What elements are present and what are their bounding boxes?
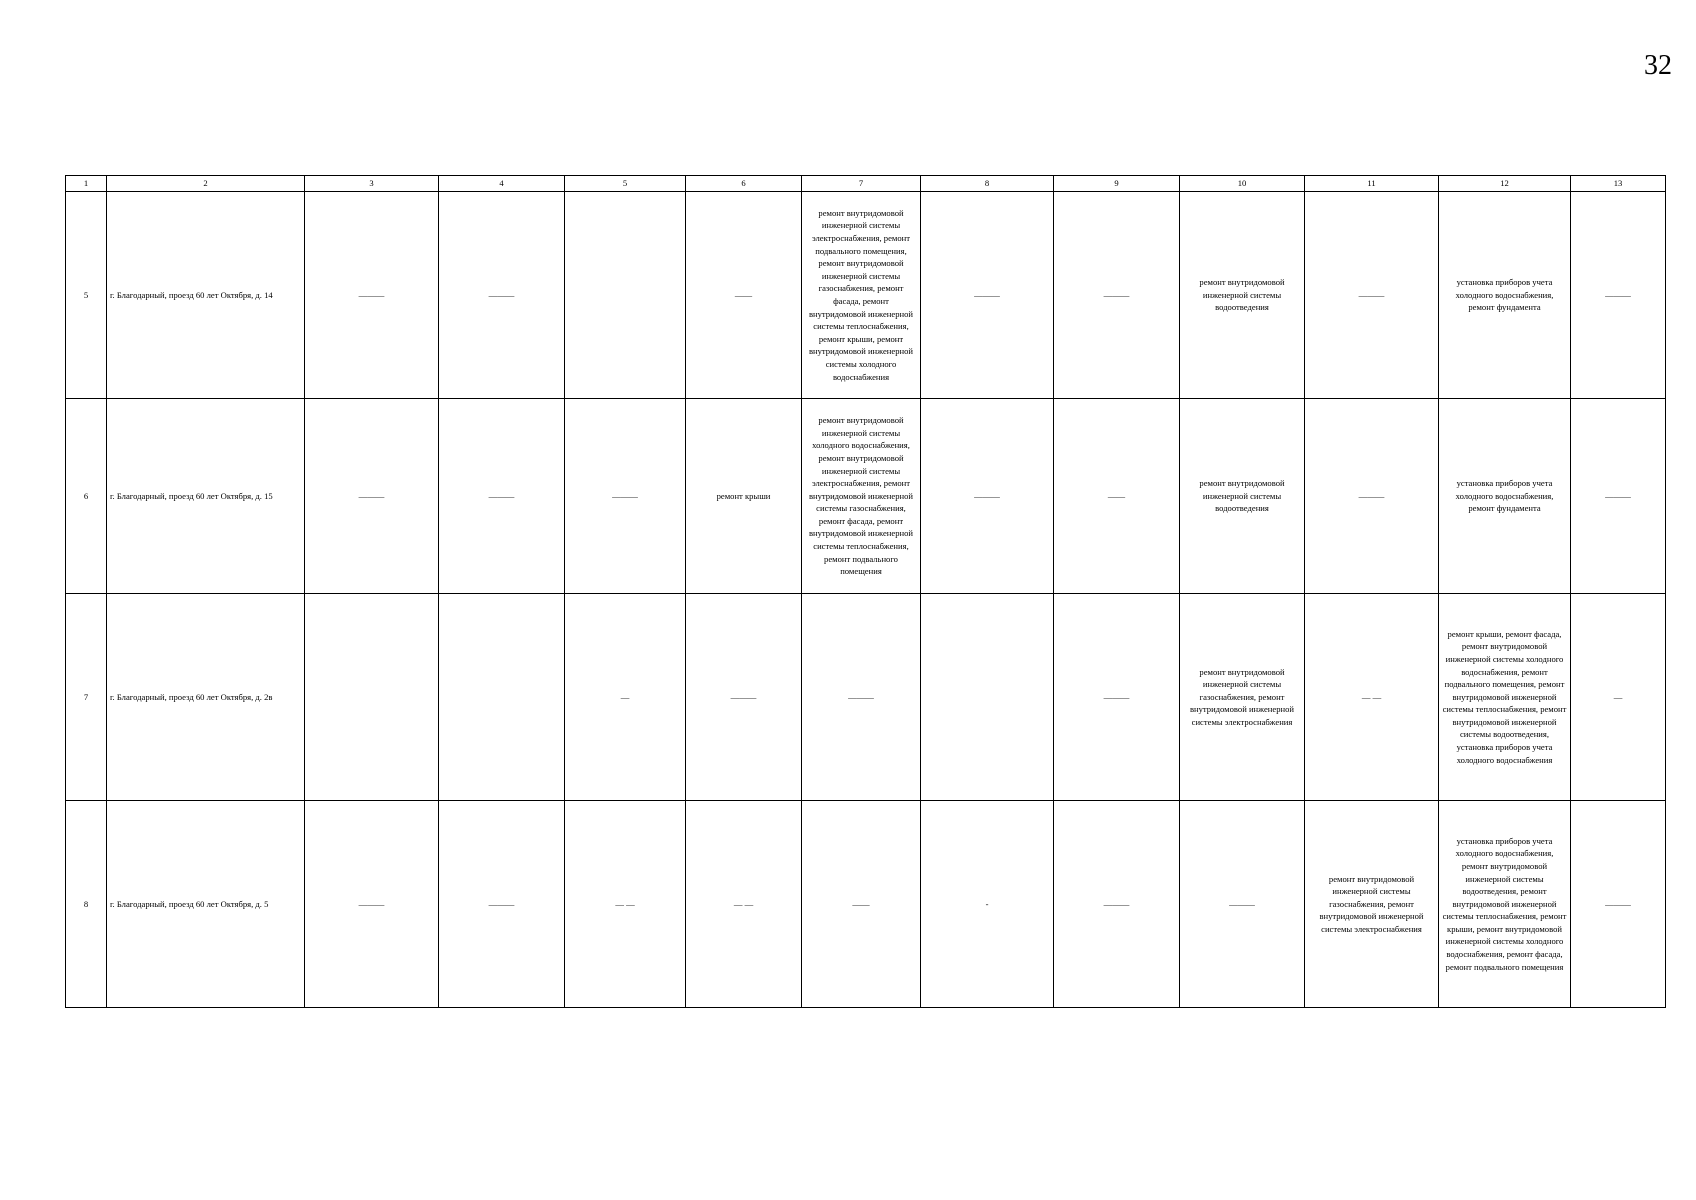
address-cell: г. Благодарный, проезд 60 лет Октября, д. 5 bbox=[107, 801, 305, 1008]
table-cell: ——— bbox=[1180, 801, 1305, 1008]
table-cell: ——— bbox=[439, 399, 565, 594]
table-cell: — — bbox=[565, 801, 686, 1008]
table-cell: ——— bbox=[305, 399, 439, 594]
table-cell: установка приборов учета холодного водоснабжения, ремонт фундамента bbox=[1439, 192, 1571, 399]
table-cell: —— bbox=[802, 801, 921, 1008]
table-cell bbox=[439, 594, 565, 801]
table-cell: ремонт внутридомовой инженерной системы водоотведения bbox=[1180, 399, 1305, 594]
column-header: 12 bbox=[1439, 176, 1571, 192]
table-cell: — bbox=[1571, 594, 1666, 801]
table-cell: ремонт внутридомовой инженерной системы газоснабжения, ремонт внутридомовой инженерной системы электроснабжения bbox=[1305, 801, 1439, 1008]
column-header: 9 bbox=[1054, 176, 1180, 192]
table-cell: ——— bbox=[1571, 801, 1666, 1008]
column-number-row bbox=[66, 176, 1666, 192]
column-header: 1 bbox=[66, 176, 107, 192]
repair-schedule-table bbox=[65, 175, 1666, 1008]
column-header: 2 bbox=[107, 176, 305, 192]
table-cell bbox=[565, 192, 686, 399]
table-cell: ——— bbox=[802, 594, 921, 801]
table-cell: ——— bbox=[1571, 399, 1666, 594]
column-header: 7 bbox=[802, 176, 921, 192]
table-row bbox=[66, 801, 1666, 1008]
table-cell: ——— bbox=[1305, 399, 1439, 594]
column-header: 4 bbox=[439, 176, 565, 192]
column-header: 13 bbox=[1571, 176, 1666, 192]
table-row bbox=[66, 192, 1666, 399]
table-cell: ремонт внутридомовой инженерной системы электроснабжения, ремонт подвального помещения, ремонт внутридомовой инженерной системы газоснабжения, ремонт фасада, ремонт внутридомовой инженерной системы теплоснабжения, ремонт крыши, ремонт внутридомовой инженерной системы холодного водоснабжения bbox=[802, 192, 921, 399]
table-cell: ——— bbox=[439, 801, 565, 1008]
column-header: 3 bbox=[305, 176, 439, 192]
table-cell: ——— bbox=[1305, 192, 1439, 399]
table-cell: — bbox=[565, 594, 686, 801]
table-cell: установка приборов учета холодного водоснабжения, ремонт фундамента bbox=[1439, 399, 1571, 594]
row-number: 6 bbox=[66, 399, 107, 594]
address-cell: г. Благодарный, проезд 60 лет Октября, д. 14 bbox=[107, 192, 305, 399]
row-number: 8 bbox=[66, 801, 107, 1008]
table-row bbox=[66, 399, 1666, 594]
table-cell: ——— bbox=[686, 594, 802, 801]
column-header: 8 bbox=[921, 176, 1054, 192]
table-cell: ——— bbox=[1054, 594, 1180, 801]
table-cell bbox=[305, 594, 439, 801]
table-cell: — — bbox=[686, 801, 802, 1008]
table-cell: ремонт крыши bbox=[686, 399, 802, 594]
address-cell: г. Благодарный, проезд 60 лет Октября, д. 2в bbox=[107, 594, 305, 801]
table-cell: ——— bbox=[1054, 192, 1180, 399]
table-cell: ——— bbox=[305, 801, 439, 1008]
table-cell: ——— bbox=[1571, 192, 1666, 399]
table-cell: —— bbox=[1054, 399, 1180, 594]
column-header: 6 bbox=[686, 176, 802, 192]
table-cell: ——— bbox=[305, 192, 439, 399]
table-cell: ремонт крыши, ремонт фасада, ремонт внутридомовой инженерной системы холодного водоснабжения, ремонт подвального помещения, ремонт внутридомовой инженерной системы теплоснабжения, ремонт внутридомовой инженерной системы водоотведения, установка приборов учета холодного водоснабжения bbox=[1439, 594, 1571, 801]
table-cell bbox=[921, 594, 1054, 801]
table-cell: ——— bbox=[565, 399, 686, 594]
table-cell: установка приборов учета холодного водоснабжения, ремонт внутридомовой инженерной системы водоотведения, ремонт внутридомовой инженерной системы теплоснабжения, ремонт крыши, ремонт внутридомовой инженерной системы холодного водоснабжения, ремонт фасада, ремонт подвального помещения bbox=[1439, 801, 1571, 1008]
table-cell: —— bbox=[686, 192, 802, 399]
table-row bbox=[66, 594, 1666, 801]
table-cell: ——— bbox=[1054, 801, 1180, 1008]
row-number: 5 bbox=[66, 192, 107, 399]
page-number: 32 bbox=[1644, 50, 1672, 81]
column-header: 10 bbox=[1180, 176, 1305, 192]
table-cell: ремонт внутридомовой инженерной системы газоснабжения, ремонт внутридомовой инженерной системы электроснабжения bbox=[1180, 594, 1305, 801]
table-cell: — — bbox=[1305, 594, 1439, 801]
column-header: 5 bbox=[565, 176, 686, 192]
table-cell: ——— bbox=[921, 192, 1054, 399]
table-cell: - bbox=[921, 801, 1054, 1008]
table-cell: ——— bbox=[439, 192, 565, 399]
column-header: 11 bbox=[1305, 176, 1439, 192]
table-cell: ремонт внутридомовой инженерной системы водоотведения bbox=[1180, 192, 1305, 399]
table-cell: ——— bbox=[921, 399, 1054, 594]
table-cell: ремонт внутридомовой инженерной системы холодного водоснабжения, ремонт внутридомовой инженерной системы электроснабжения, ремонт внутридомовой инженерной системы газоснабжения, ремонт фасада, ремонт внутридомовой инженерной системы теплоснабжения, ремонт подвального помещения bbox=[802, 399, 921, 594]
row-number: 7 bbox=[66, 594, 107, 801]
address-cell: г. Благодарный, проезд 60 лет Октября, д. 15 bbox=[107, 399, 305, 594]
